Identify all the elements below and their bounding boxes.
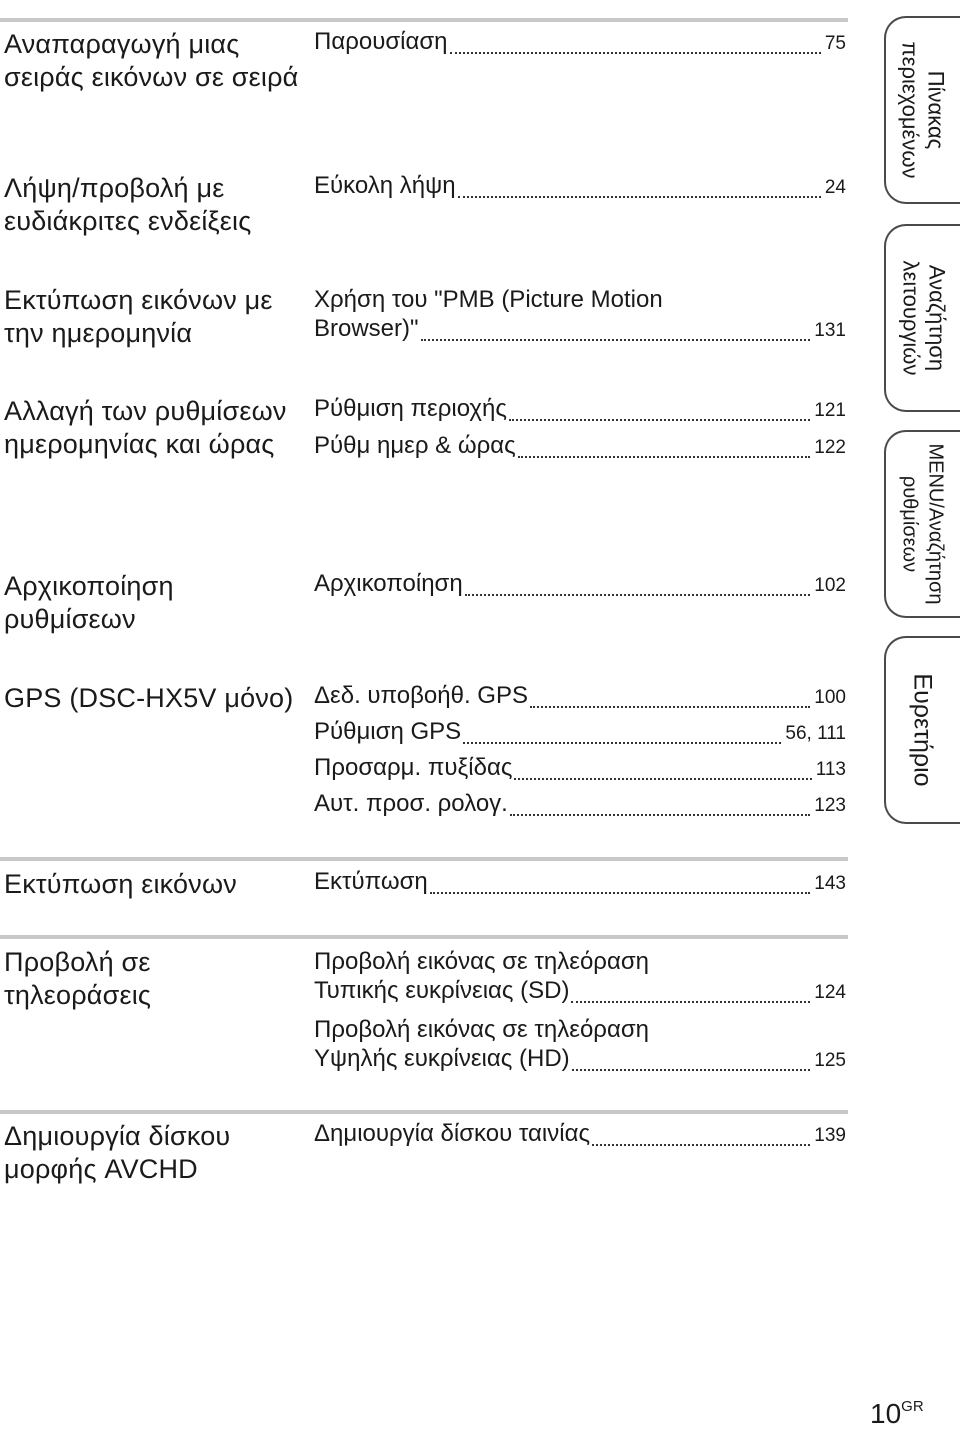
dot-leader [571,1001,810,1003]
tab-menu-settings-search[interactable] [884,430,960,618]
row-divider [0,1110,848,1114]
topic-label: Εκτύπωση εικόνων με την ημερομηνία [4,285,273,348]
entry-title-first-line: Προβολή εικόνας σε τηλεόραση [314,948,649,975]
topic-label: Αλλαγή των ρυθμίσεων ημερομηνίας και ώρας [4,396,287,459]
dot-leader [463,742,781,744]
dot-leader [530,706,810,708]
toc-entry-link[interactable] [314,1120,846,1151]
page-number: 100 [814,687,846,708]
entry-list [314,570,846,601]
page-number: 56, 111 [785,723,846,744]
entry-title: Εκτύπωση [314,868,428,895]
topic-label: Εκτύπωση εικόνων [4,869,237,899]
topic-label: Αναπαραγωγή μιας σειράς εικόνων σε σειρά [4,29,299,92]
page-number: 121 [814,400,846,421]
toc-entry-link[interactable] [314,946,846,1008]
row-divider [0,18,848,22]
dot-leader [514,778,811,780]
tab-index[interactable] [884,636,960,824]
entry-title-first-line: Χρήση του "PMB (Picture Motion [314,286,663,313]
entry-title: Τυπικής ευκρίνειας (SD) [314,977,570,1004]
topic-label: Δημιουργία δίσκου μορφής AVCHD [4,1121,231,1184]
entry-title: Προσαρμ. πυξίδας [314,754,513,781]
page-number: 124 [814,982,846,1003]
tab-label: MENU/Αναζήτηση ρυθμίσεων [899,443,947,605]
tab-label: Ευρετήριο [909,673,938,787]
entry-list [314,868,846,899]
page-number: 139 [814,1125,846,1146]
toc-entry-link[interactable] [314,432,846,463]
page-number: 75 [824,33,846,54]
entry-title: Ρύθμιση περιοχής [314,395,507,422]
dot-leader [518,456,811,458]
entry-list [314,28,846,59]
dot-leader [430,892,811,894]
entry-list [314,395,846,463]
entry-title: Παρουσίαση [314,28,448,55]
topic-label: Λήψη/προβολή με ευδιάκριτες ενδείξεις [4,173,252,236]
dot-leader [509,419,810,421]
entry-title-first-line: Προβολή εικόνας σε τηλεόραση [314,1016,649,1043]
toc-entry-link[interactable] [314,868,846,899]
entry-title: Αρχικοποίηση [314,570,463,597]
tab-table-of-contents[interactable] [884,16,960,204]
page-number: 113 [815,759,846,780]
toc-entry-link[interactable] [314,790,846,821]
row-divider [0,857,848,861]
entry-list [314,172,846,203]
dot-leader [592,1144,810,1146]
toc-entry-link[interactable] [314,682,846,713]
dot-leader [572,1069,811,1071]
entry-title: Δημιουργία δίσκου ταινίας [314,1120,591,1147]
row-divider [0,935,848,939]
toc-entry-link[interactable] [314,570,846,601]
dot-leader [421,339,811,341]
page-number: 24 [824,177,846,198]
dot-leader [458,196,821,198]
page-number: 125 [814,1050,846,1071]
toc-entry-link[interactable] [314,1014,846,1076]
tab-function-search[interactable] [884,224,960,412]
page-number: 102 [814,575,846,596]
toc-entry-link[interactable] [314,754,846,785]
entry-list [314,946,846,1076]
page-number: 143 [814,873,846,894]
entry-title: Υψηλής ευκρίνειας (HD) [314,1045,570,1072]
entry-list [314,682,846,821]
entry-list [314,284,846,346]
dot-leader [465,594,811,596]
topic-label: Αρχικοποίηση ρυθμίσεων [4,571,174,634]
toc-entry-link[interactable] [314,718,846,749]
page-number: 123 [814,795,846,816]
page-number: 122 [814,437,846,458]
topic-label: GPS (DSC-HX5V μόνο) [4,683,294,713]
entry-list [314,1120,846,1151]
topic-label: Προβολή σε τηλεοράσεις [4,947,152,1010]
toc-entry-link[interactable] [314,284,846,346]
page-number-footer: $10^{GR}$ [870,1398,924,1429]
toc-entry-link[interactable] [314,28,846,59]
tab-label: Αναζήτηση λειτουργιών [898,260,950,376]
toc-entry-link[interactable] [314,172,846,203]
toc-entry-link[interactable] [314,395,846,426]
tab-label: Πίνακας περιεχομένων [898,41,949,179]
entry-title: Ρύθμιση GPS [314,718,462,745]
entry-title: Αυτ. προσ. ρολογ. [314,790,508,817]
entry-title: Εύκολη λήψη [314,172,456,199]
entry-title: Ρύθμ ημερ & ώρας [314,432,516,459]
entry-title: Δεδ. υποβοήθ. GPS [314,682,528,709]
entry-title: Browser)" [314,315,419,342]
page-number: 131 [814,320,846,341]
dot-leader [510,814,810,816]
dot-leader [450,52,821,54]
